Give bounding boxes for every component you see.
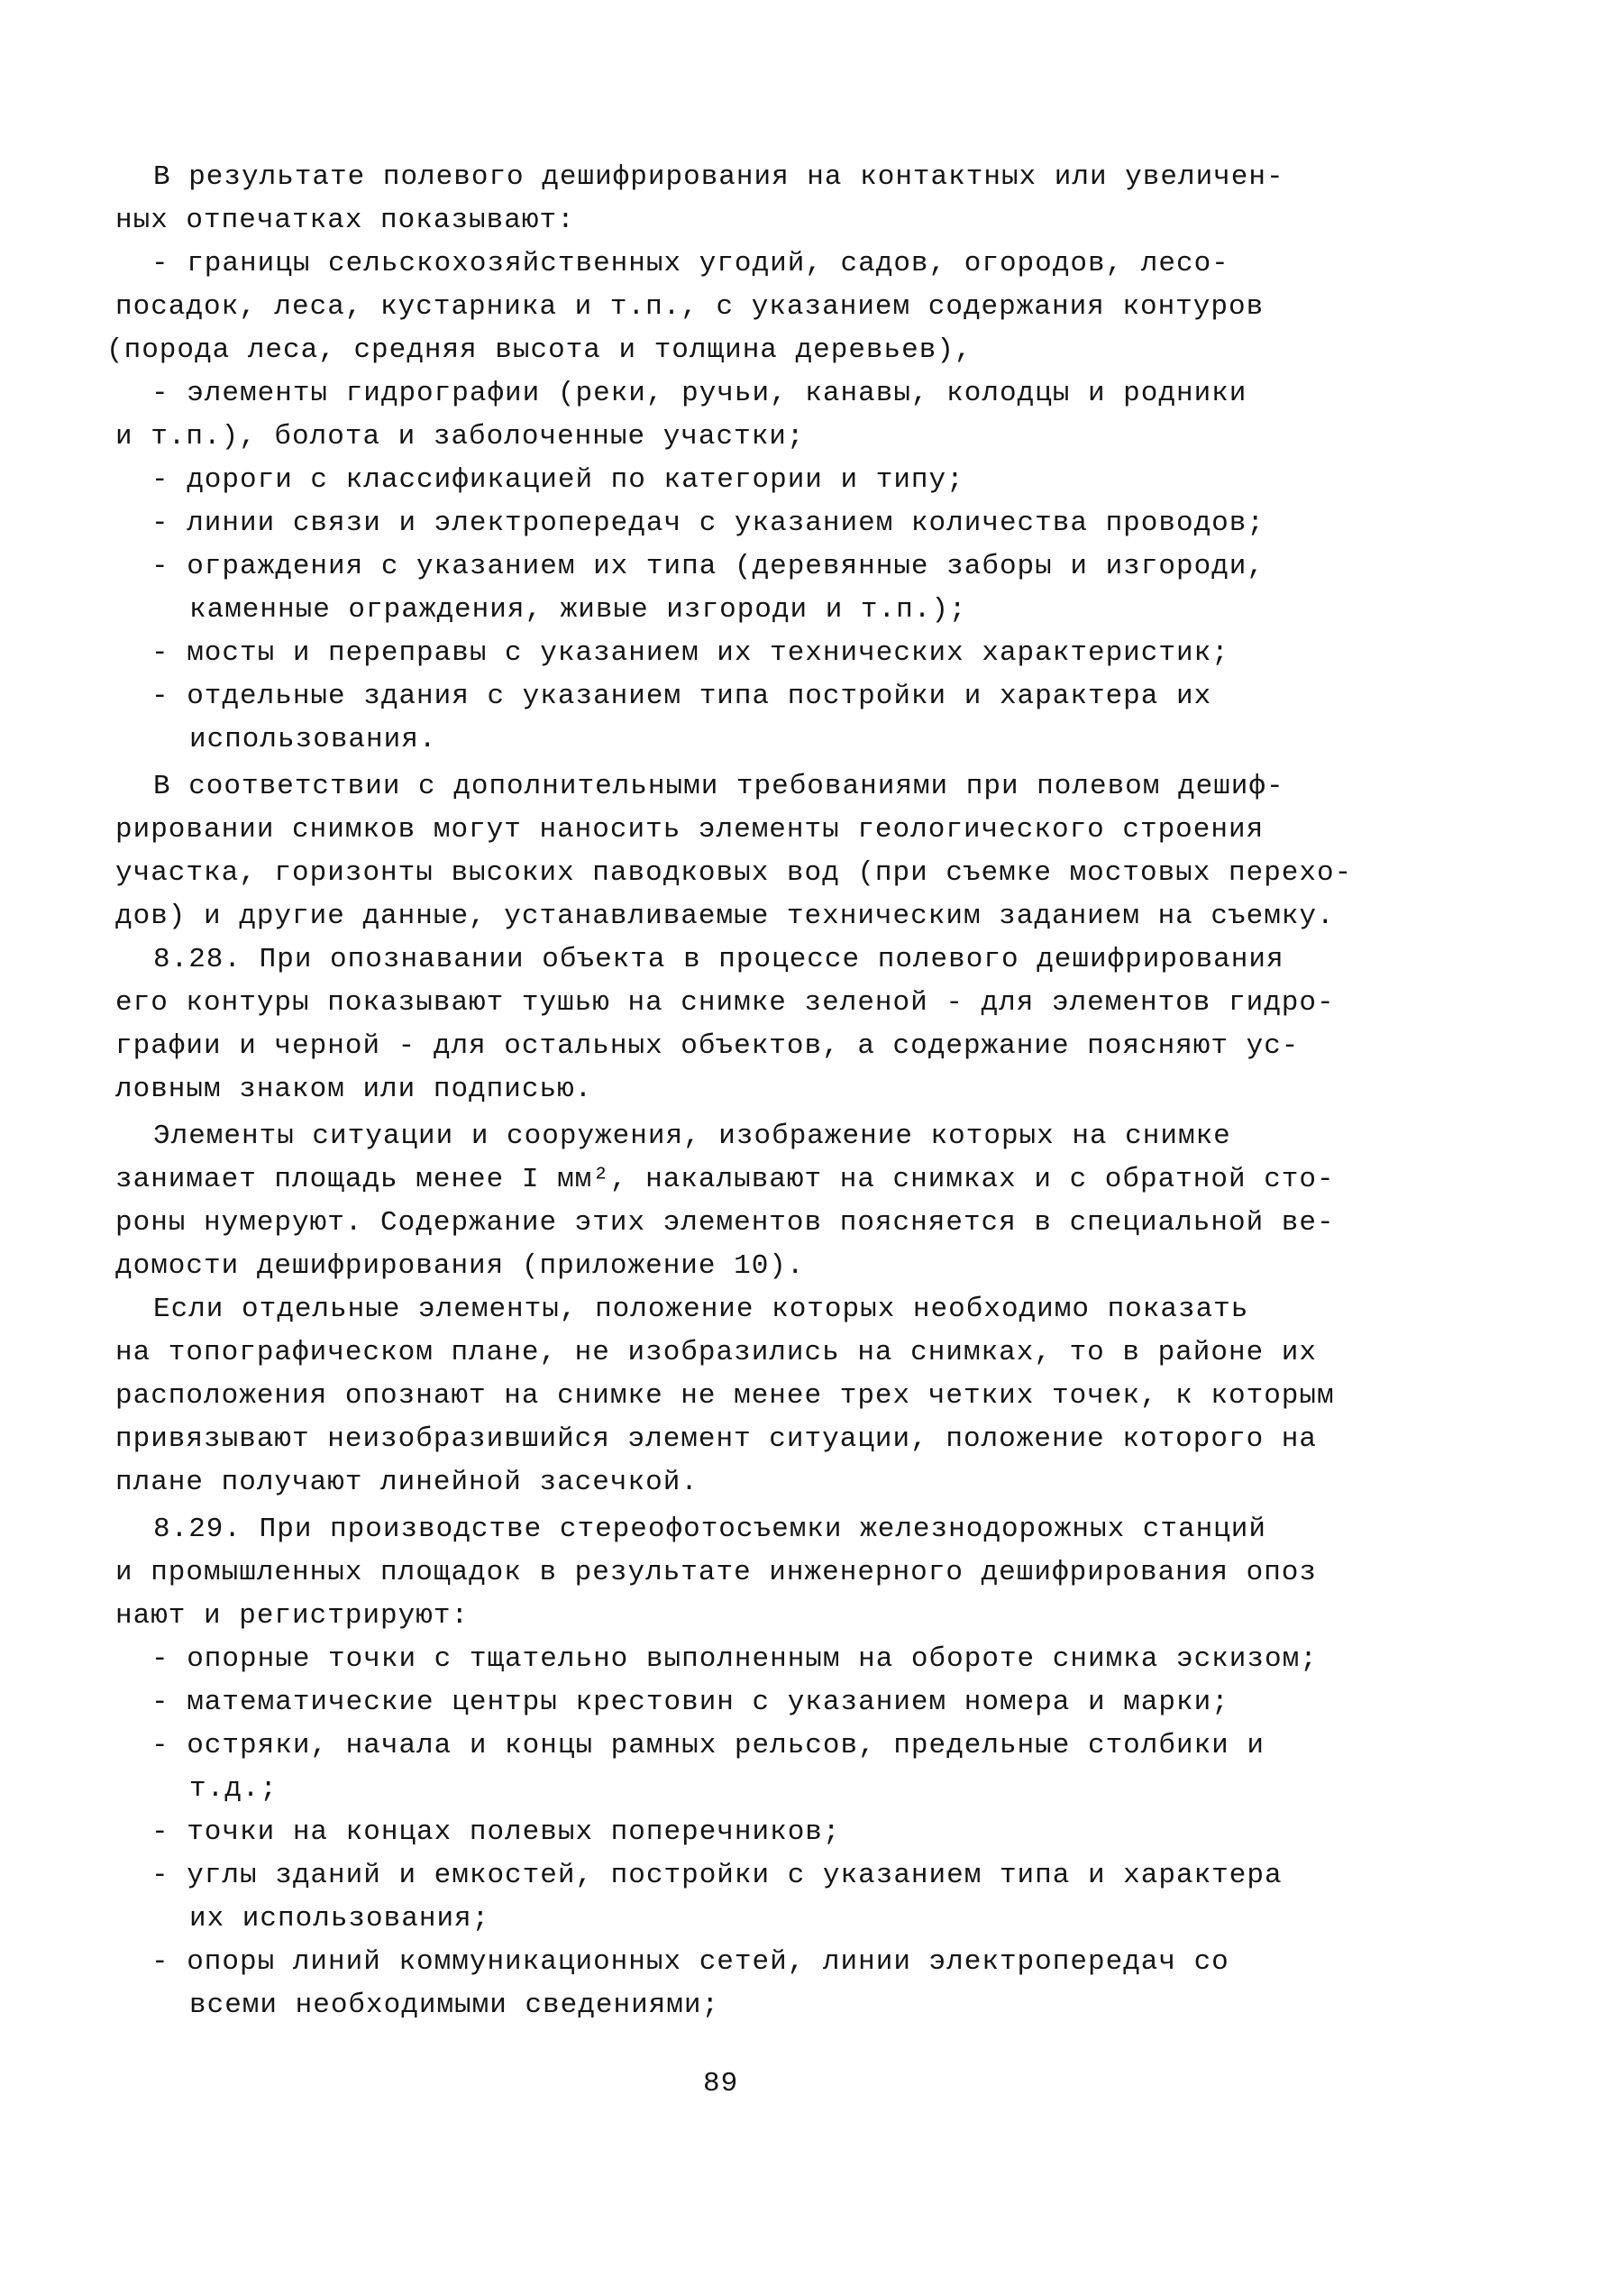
- text-line: дов) и другие данные, устанавливаемые техническим заданием на съемку.: [115, 901, 1335, 932]
- text-line: - остряки, начала и концы рамных рельсов, предельные столбики и: [151, 1730, 1265, 1761]
- text-line: посадок, леса, кустарника и т.п., с указанием содержания контуров: [115, 291, 1265, 323]
- text-line: участка, горизонты высоких паводковых вод (при съемке мостовых перехо-: [115, 857, 1353, 889]
- text-line: ных отпечатках показывают:: [115, 205, 575, 236]
- text-line: 8.28. При опознавании объекта в процессе полевого дешифрирования: [153, 944, 1284, 975]
- text-line: - мосты и переправы с указанием их технических характеристик;: [151, 637, 1229, 669]
- page-number: 89: [703, 2068, 739, 2099]
- text-line: - элементы гидрографии (реки, ручьи, канавы, колодцы и родники: [151, 378, 1247, 409]
- text-line: плане получают линейной засечкой.: [115, 1467, 699, 1498]
- text-line: нают и регистрируют:: [115, 1600, 470, 1632]
- text-line: использования.: [189, 724, 437, 755]
- text-line: 8.29. При производстве стереофотосъемки железнодорожных станций: [153, 1514, 1266, 1545]
- text-line: - опорные точки с тщательно выполненным на обороте снимка эскизом;: [151, 1643, 1318, 1675]
- text-line: Элементы ситуации и сооружения, изображение которых на снимке: [153, 1121, 1231, 1152]
- text-line: ловным знаком или подписью.: [115, 1074, 593, 1105]
- text-line: - линии связи и электропередач с указанием количества проводов;: [151, 508, 1265, 539]
- text-line: роны нумеруют. Содержание этих элементов поясняется в специальной ве-: [115, 1207, 1335, 1239]
- text-line: каменные ограждения, живые изгороди и т.п.);: [189, 594, 967, 626]
- text-line: - опоры линий коммуникационных сетей, линии электропередач со: [151, 1946, 1229, 1978]
- text-line: - границы сельскохозяйственных угодий, садов, огородов, лесо-: [151, 248, 1229, 279]
- text-line: и т.п.), болота и заболоченные участки;: [115, 421, 805, 453]
- text-line: привязывают неизобразившийся элемент ситуации, положение которого на: [115, 1423, 1318, 1455]
- text-line: занимает площадь менее I мм², накалывают на снимках и с обратной сто-: [115, 1164, 1335, 1195]
- text-line: - отдельные здания с указанием типа постройки и характера их: [151, 681, 1212, 712]
- text-line: т.д.;: [189, 1773, 279, 1805]
- text-line: Если отдельные элементы, положение которых необходимо показать: [153, 1294, 1249, 1325]
- text-line: графии и черной - для остальных объектов, а содержание поясняют ус-: [115, 1030, 1300, 1062]
- text-line: - ограждения с указанием их типа (деревянные заборы и изгороди,: [151, 551, 1265, 582]
- text-line: - точки на концах полевых поперечников;: [151, 1816, 841, 1848]
- text-line: и промышленных площадок в результате инженерного дешифрирования опоз: [115, 1557, 1318, 1588]
- text-line: - дороги с классификацией по категории и типу;: [151, 464, 964, 496]
- text-line: - математические центры крестовин с указанием номера и марки;: [151, 1687, 1229, 1718]
- text-line: В результате полевого дешифрирования на контактных или увеличен-: [153, 161, 1284, 193]
- text-line: всеми необходимыми сведениями;: [189, 1990, 720, 2021]
- text-line: рировании снимков могут наносить элементы геологического строения: [115, 814, 1265, 846]
- text-line: домости дешифрирования (приложение 10).: [115, 1250, 805, 1282]
- text-line: В соответствии с дополнительными требованиями при полевом дешиф-: [153, 771, 1284, 802]
- text-line: их использования;: [189, 1903, 490, 1935]
- text-line: расположения опознают на снимке не менее трех четких точек, к которым: [115, 1380, 1335, 1412]
- text-line: на топографическом плане, не изобразились на снимках, то в районе их: [115, 1337, 1318, 1368]
- text-line: (порода леса, средняя высота и толщина деревьев),: [106, 334, 973, 366]
- text-line: - углы зданий и емкостей, постройки с указанием типа и характера: [151, 1860, 1283, 1891]
- text-line: его контуры показывают тушью на снимке зеленой - для элементов гидро-: [115, 987, 1335, 1019]
